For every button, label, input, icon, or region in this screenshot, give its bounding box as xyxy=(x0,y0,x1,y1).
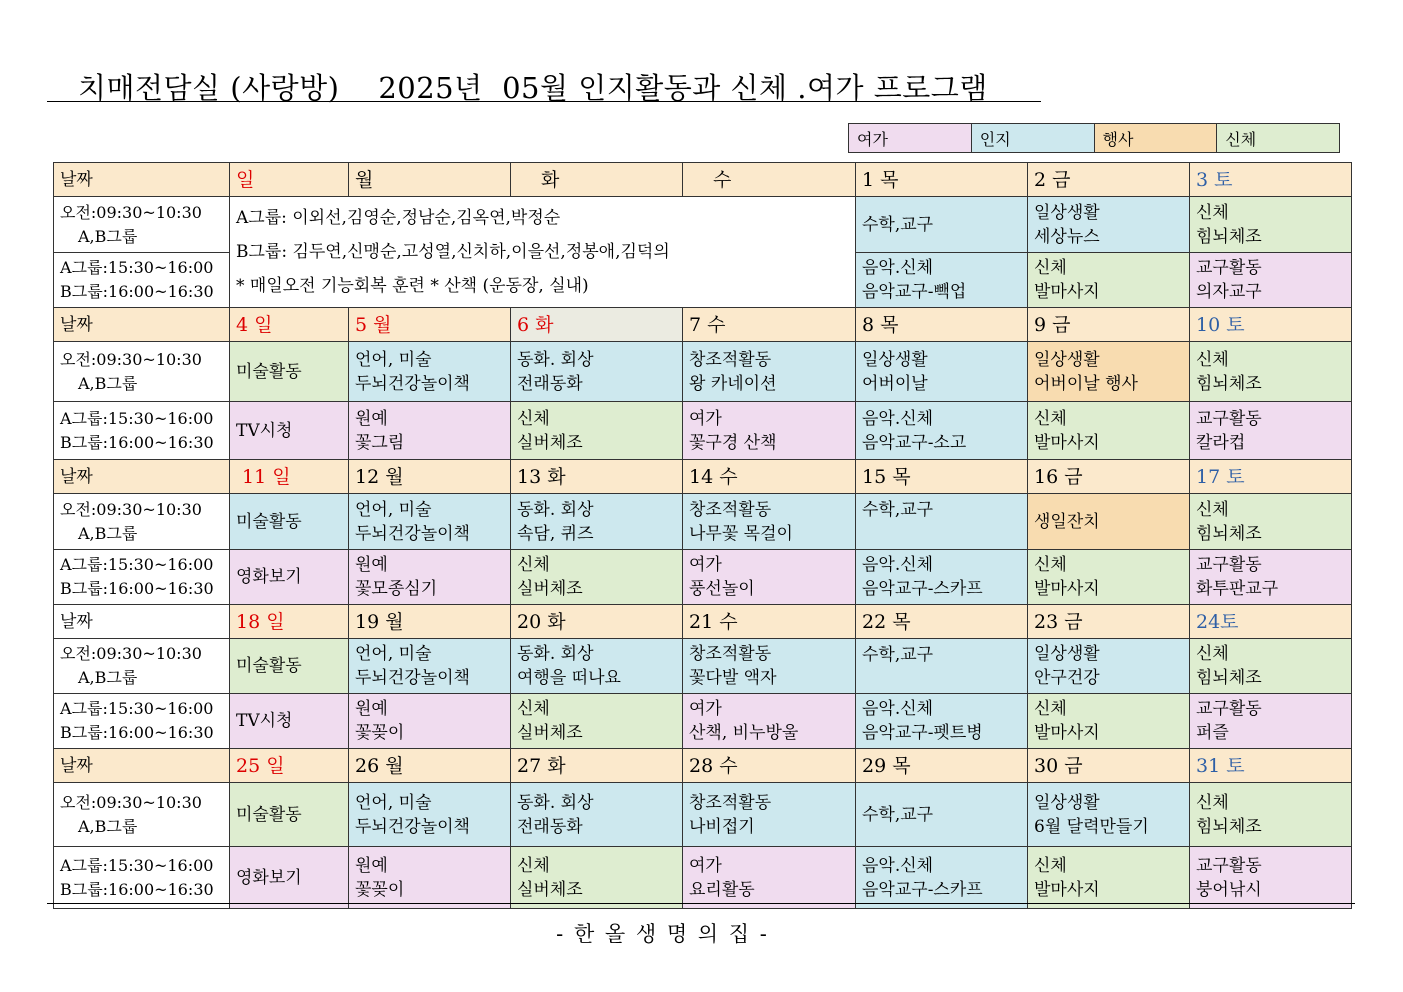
program-cell xyxy=(1028,494,1190,550)
daily-note: * 매일오전 기능회복 훈련 * 산책 (운동장, 실내) xyxy=(236,276,589,296)
program-category: 신체 xyxy=(1196,499,1229,520)
program-category: 신체 xyxy=(1196,644,1229,664)
program-cell xyxy=(1190,342,1352,402)
program-cell xyxy=(349,783,511,847)
day-header: 8 목 xyxy=(856,308,1028,342)
day-header: 26 월 xyxy=(349,749,511,783)
group-label: A,B그룹 xyxy=(78,668,138,687)
program-category: 창조적활동 xyxy=(689,644,772,664)
program-cell xyxy=(683,550,856,605)
program-category: 교구활동 xyxy=(1196,408,1262,429)
program-category: 일상생활 xyxy=(1034,202,1100,223)
program-detail: 세상뉴스 xyxy=(1034,226,1100,247)
program-category: 교구활동 xyxy=(1196,555,1262,575)
day-header: 4 일 xyxy=(230,308,349,342)
program-cell xyxy=(511,494,683,550)
program-category: 수학,교구 xyxy=(862,645,934,665)
program-cell xyxy=(1190,402,1352,460)
program-category: 동화. 회상 xyxy=(517,644,594,664)
legend-inji: 인지 xyxy=(971,124,1094,153)
program-category: 신체 xyxy=(1196,792,1229,813)
legend-body: 신체 xyxy=(1217,124,1340,153)
color-legend xyxy=(848,123,1340,153)
program-detail: 음악교구-소고 xyxy=(862,432,967,453)
day-header: 5 월 xyxy=(349,308,511,342)
program-cell xyxy=(856,783,1028,847)
day-header: 23 금 xyxy=(1028,605,1190,639)
program-cell xyxy=(230,847,349,909)
time-label: B그룹:16:00~16:30 xyxy=(60,579,214,598)
program-cell xyxy=(1190,550,1352,605)
program-cell xyxy=(856,253,1028,308)
program-category: 교구활동 xyxy=(1196,855,1262,876)
program-detail: 발마사지 xyxy=(1034,723,1100,743)
time-label: B그룹:16:00~16:30 xyxy=(60,879,214,899)
day-header: 16 금 xyxy=(1028,460,1190,494)
program-cell xyxy=(1028,342,1190,402)
program-detail: 꽃꽂이 xyxy=(355,723,405,743)
program-cell xyxy=(856,197,1028,253)
program-cell xyxy=(511,847,683,909)
date-row-label: 날짜 xyxy=(54,308,230,342)
program-detail: 음악교구-펫트병 xyxy=(862,723,983,743)
day-header: 11 일 xyxy=(230,460,349,494)
program-category: 창조적활동 xyxy=(689,349,772,370)
program-category: 여가 xyxy=(689,699,722,719)
program-detail: 두뇌건강놀이책 xyxy=(355,523,470,544)
program-category: 신체 xyxy=(517,855,550,876)
program-detail: 힘뇌체조 xyxy=(1196,523,1262,544)
pm-slot-label xyxy=(54,253,230,308)
program-cell xyxy=(683,342,856,402)
program-cell xyxy=(1028,402,1190,460)
group-notes xyxy=(230,197,856,308)
program-category: 언어, 미술 xyxy=(355,349,432,370)
program-category: 일상생활 xyxy=(1034,792,1100,813)
day-header: 19 월 xyxy=(349,605,511,639)
program-category: 창조적활동 xyxy=(689,792,772,813)
footer-divider xyxy=(47,903,1355,904)
program-category: 신체 xyxy=(1196,202,1229,223)
date-row-label: 날짜 xyxy=(54,163,230,197)
program-category: 동화. 회상 xyxy=(517,349,594,370)
program-category: 미술활동 xyxy=(236,511,302,532)
time-label: A그룹:15:30~16:00 xyxy=(60,699,214,718)
program-detail: 발마사지 xyxy=(1034,879,1100,900)
program-cell xyxy=(856,694,1028,749)
program-cell xyxy=(856,494,1028,550)
program-cell xyxy=(1028,550,1190,605)
program-detail: 의자교구 xyxy=(1196,282,1262,302)
program-category: 신체 xyxy=(1034,699,1067,719)
day-header: 월 xyxy=(349,163,511,197)
time-label: 오전:09:30~10:30 xyxy=(60,499,202,519)
day-header: 18 일 xyxy=(230,605,349,639)
program-detail: 나비접기 xyxy=(689,816,755,837)
time-label: B그룹:16:00~16:30 xyxy=(60,432,214,452)
program-cell xyxy=(1190,783,1352,847)
program-detail: 음악교구-스카프 xyxy=(862,579,983,599)
day-header: 일 xyxy=(230,163,349,197)
program-detail: 요리활동 xyxy=(689,879,755,900)
program-detail: 두뇌건강놀이책 xyxy=(355,373,470,394)
program-detail: 힘뇌체조 xyxy=(1196,373,1262,394)
program-category: 동화. 회상 xyxy=(517,792,594,813)
pm-slot-label xyxy=(54,694,230,749)
am-slot-label xyxy=(54,342,230,402)
program-cell xyxy=(349,342,511,402)
day-header: 1 목 xyxy=(856,163,1028,197)
program-detail: 속담, 퀴즈 xyxy=(517,523,594,544)
program-detail: 두뇌건강놀이책 xyxy=(355,668,470,688)
page-title: 치매전담실 (사랑방) 2025년 05월 인지활동과 신체 .여가 프로그램 xyxy=(78,71,988,105)
day-header: 28 수 xyxy=(683,749,856,783)
pm-slot-label xyxy=(54,402,230,460)
program-category: 원예 xyxy=(355,408,388,429)
program-cell xyxy=(511,402,683,460)
program-detail: 전래동화 xyxy=(517,816,583,837)
program-cell xyxy=(683,639,856,694)
program-cell xyxy=(511,342,683,402)
program-cell xyxy=(1028,783,1190,847)
schedule-table xyxy=(53,162,1352,909)
group-label: A,B그룹 xyxy=(78,226,138,246)
program-detail: 붕어낚시 xyxy=(1196,879,1262,900)
program-category: 교구활동 xyxy=(1196,699,1262,719)
program-category: 일상생활 xyxy=(1034,349,1100,370)
title-underline xyxy=(47,101,1041,102)
date-row-label: 날짜 xyxy=(54,605,230,639)
program-cell xyxy=(1190,494,1352,550)
program-category: 여가 xyxy=(689,555,722,575)
day-header: 6 화 xyxy=(511,308,683,342)
day-header: 29 목 xyxy=(856,749,1028,783)
pm-slot-label xyxy=(54,550,230,605)
time-label: B그룹:16:00~16:30 xyxy=(60,282,214,301)
day-header: 27 화 xyxy=(511,749,683,783)
day-header: 2 금 xyxy=(1028,163,1190,197)
time-label: A그룹:15:30~16:00 xyxy=(60,855,214,875)
am-slot-label xyxy=(54,639,230,694)
day-header: 10 토 xyxy=(1190,308,1352,342)
program-cell xyxy=(683,402,856,460)
day-header: 30 금 xyxy=(1028,749,1190,783)
footer-text: - 한 올 생 명 의 집 - xyxy=(556,922,767,946)
day-header: 31 토 xyxy=(1190,749,1352,783)
program-detail: 실버체조 xyxy=(517,579,583,599)
program-detail: 발마사지 xyxy=(1034,432,1100,453)
program-cell xyxy=(230,550,349,605)
program-cell xyxy=(511,783,683,847)
day-header: 13 화 xyxy=(511,460,683,494)
program-detail: 여행을 떠나요 xyxy=(517,668,621,688)
program-detail: 칼라컵 xyxy=(1196,432,1246,453)
program-cell xyxy=(511,550,683,605)
program-detail: 나무꽃 목걸이 xyxy=(689,523,793,544)
program-detail: 꽃다발 액자 xyxy=(689,668,777,688)
program-category: 음악.신체 xyxy=(862,408,934,429)
program-category: 언어, 미술 xyxy=(355,644,432,664)
program-category: 수학,교구 xyxy=(862,500,934,520)
program-cell xyxy=(1028,847,1190,909)
program-category: 여가 xyxy=(689,855,722,876)
program-category: 음악.신체 xyxy=(862,258,934,278)
date-row-label: 날짜 xyxy=(54,749,230,783)
program-category: 언어, 미술 xyxy=(355,792,432,813)
program-category: TV시청 xyxy=(236,711,293,731)
time-label: 오전:09:30~10:30 xyxy=(60,644,202,663)
program-category: 음악.신체 xyxy=(862,699,934,719)
program-cell xyxy=(1028,197,1190,253)
program-cell xyxy=(230,342,349,402)
program-category: 음악.신체 xyxy=(862,555,934,575)
program-category: 신체 xyxy=(1034,555,1067,575)
am-slot-label xyxy=(54,783,230,847)
program-detail: 왕 카네이션 xyxy=(689,373,777,394)
program-detail: 두뇌건강놀이책 xyxy=(355,816,470,837)
program-category: 원예 xyxy=(355,699,388,719)
program-detail: 실버체조 xyxy=(517,432,583,453)
program-detail: 화투판교구 xyxy=(1196,579,1279,599)
program-category: 신체 xyxy=(1196,349,1229,370)
program-category: 신체 xyxy=(517,699,550,719)
program-cell xyxy=(1028,639,1190,694)
program-cell xyxy=(1028,253,1190,308)
program-cell xyxy=(349,550,511,605)
day-header: 3 토 xyxy=(1190,163,1352,197)
time-label: B그룹:16:00~16:30 xyxy=(60,723,214,742)
time-label: A그룹:15:30~16:00 xyxy=(60,555,214,574)
program-detail: 안구건강 xyxy=(1034,668,1100,688)
program-cell xyxy=(511,694,683,749)
program-detail: 발마사지 xyxy=(1034,282,1100,302)
program-cell xyxy=(230,494,349,550)
program-detail: 발마사지 xyxy=(1034,579,1100,599)
program-detail: 전래동화 xyxy=(517,373,583,394)
program-detail: 힘뇌체조 xyxy=(1196,816,1262,837)
day-header: 7 수 xyxy=(683,308,856,342)
program-detail: 어버이날 행사 xyxy=(1034,373,1138,394)
program-cell xyxy=(683,494,856,550)
day-header: 화 xyxy=(511,163,683,197)
program-cell xyxy=(349,639,511,694)
program-detail: 산책, 비누방울 xyxy=(689,723,799,743)
day-header: 12 월 xyxy=(349,460,511,494)
program-cell xyxy=(349,694,511,749)
program-category: 영화보기 xyxy=(236,867,302,888)
am-slot-label xyxy=(54,197,230,253)
day-header: 20 화 xyxy=(511,605,683,639)
day-header: 15 목 xyxy=(856,460,1028,494)
day-header: 9 금 xyxy=(1028,308,1190,342)
program-category: 원예 xyxy=(355,555,388,575)
program-category: 수학,교구 xyxy=(862,804,934,825)
program-category: TV시청 xyxy=(236,420,293,441)
legend-event: 행사 xyxy=(1094,124,1217,153)
program-cell xyxy=(1190,694,1352,749)
pm-slot-label xyxy=(54,847,230,909)
am-slot-label xyxy=(54,494,230,550)
program-category: 교구활동 xyxy=(1196,258,1262,278)
program-cell xyxy=(349,494,511,550)
program-detail: 6월 달력만들기 xyxy=(1034,816,1149,837)
program-category: 신체 xyxy=(517,555,550,575)
program-cell xyxy=(1190,639,1352,694)
day-header: 21 수 xyxy=(683,605,856,639)
time-label: 오전:09:30~10:30 xyxy=(60,792,202,812)
program-detail: 꽃꽂이 xyxy=(355,879,405,900)
program-detail: 음악교구-빽업 xyxy=(862,282,967,302)
program-category: 수학,교구 xyxy=(862,214,934,235)
program-category: 일상생활 xyxy=(1034,644,1100,664)
program-category: 신체 xyxy=(1034,258,1067,278)
day-header: 25 일 xyxy=(230,749,349,783)
program-category: 동화. 회상 xyxy=(517,499,594,520)
program-cell xyxy=(856,402,1028,460)
program-cell xyxy=(856,550,1028,605)
program-cell xyxy=(230,783,349,847)
date-row-label: 날짜 xyxy=(54,460,230,494)
group-label: A,B그룹 xyxy=(78,816,138,836)
time-label: A그룹:15:30~16:00 xyxy=(60,408,214,428)
program-category: 미술활동 xyxy=(236,656,302,676)
time-label: 오전:09:30~10:30 xyxy=(60,202,202,222)
program-detail: 풍선놀이 xyxy=(689,579,755,599)
group-a-note: A그룹: 이외선,김영순,정남순,김옥연,박정순 xyxy=(236,208,561,228)
program-category: 원예 xyxy=(355,855,388,876)
program-cell xyxy=(230,694,349,749)
program-category: 영화보기 xyxy=(236,567,302,587)
program-category: 신체 xyxy=(517,408,550,429)
program-category: 일상생활 xyxy=(862,349,928,370)
program-cell xyxy=(683,783,856,847)
program-detail: 음악교구-스카프 xyxy=(862,879,983,900)
program-cell xyxy=(230,402,349,460)
program-cell xyxy=(1190,253,1352,308)
program-category: 미술활동 xyxy=(236,361,302,382)
program-cell xyxy=(1190,197,1352,253)
program-detail: 퍼즐 xyxy=(1196,723,1229,743)
legend-yeoga: 여가 xyxy=(849,124,972,153)
day-header: 24토 xyxy=(1190,605,1352,639)
day-header: 수 xyxy=(683,163,856,197)
day-header: 17 토 xyxy=(1190,460,1352,494)
program-category: 미술활동 xyxy=(236,804,302,825)
program-detail: 꽃구경 산책 xyxy=(689,432,777,453)
program-detail: 힘뇌체조 xyxy=(1196,668,1262,688)
program-cell xyxy=(683,847,856,909)
time-label: 오전:09:30~10:30 xyxy=(60,349,202,369)
program-cell xyxy=(856,847,1028,909)
program-detail: 꽃그림 xyxy=(355,432,405,453)
day-header: 14 수 xyxy=(683,460,856,494)
program-cell xyxy=(1190,847,1352,909)
program-cell xyxy=(683,694,856,749)
program-category: 창조적활동 xyxy=(689,499,772,520)
time-label: A그룹:15:30~16:00 xyxy=(60,258,214,277)
program-category: 언어, 미술 xyxy=(355,499,432,520)
program-cell xyxy=(230,639,349,694)
group-label: A,B그룹 xyxy=(78,523,138,543)
program-category: 신체 xyxy=(1034,408,1067,429)
program-detail: 힘뇌체조 xyxy=(1196,226,1262,247)
program-detail: 어버이날 xyxy=(862,373,928,394)
program-category: 생일잔치 xyxy=(1034,511,1100,532)
program-cell xyxy=(1028,694,1190,749)
program-cell xyxy=(856,342,1028,402)
program-category: 여가 xyxy=(689,408,722,429)
group-label: A,B그룹 xyxy=(78,373,138,393)
program-detail: 실버체조 xyxy=(517,879,583,900)
program-detail: 꽃모종심기 xyxy=(355,579,438,599)
group-b-note: B그룹: 김두연,신맹순,고성열,신치하,이을선,정봉애,김덕의 xyxy=(236,242,670,262)
program-category: 음악.신체 xyxy=(862,855,934,876)
program-category: 신체 xyxy=(1034,855,1067,876)
day-header: 22 목 xyxy=(856,605,1028,639)
program-cell xyxy=(511,639,683,694)
program-cell xyxy=(856,639,1028,694)
program-cell xyxy=(349,847,511,909)
program-detail: 실버체조 xyxy=(517,723,583,743)
program-cell xyxy=(349,402,511,460)
